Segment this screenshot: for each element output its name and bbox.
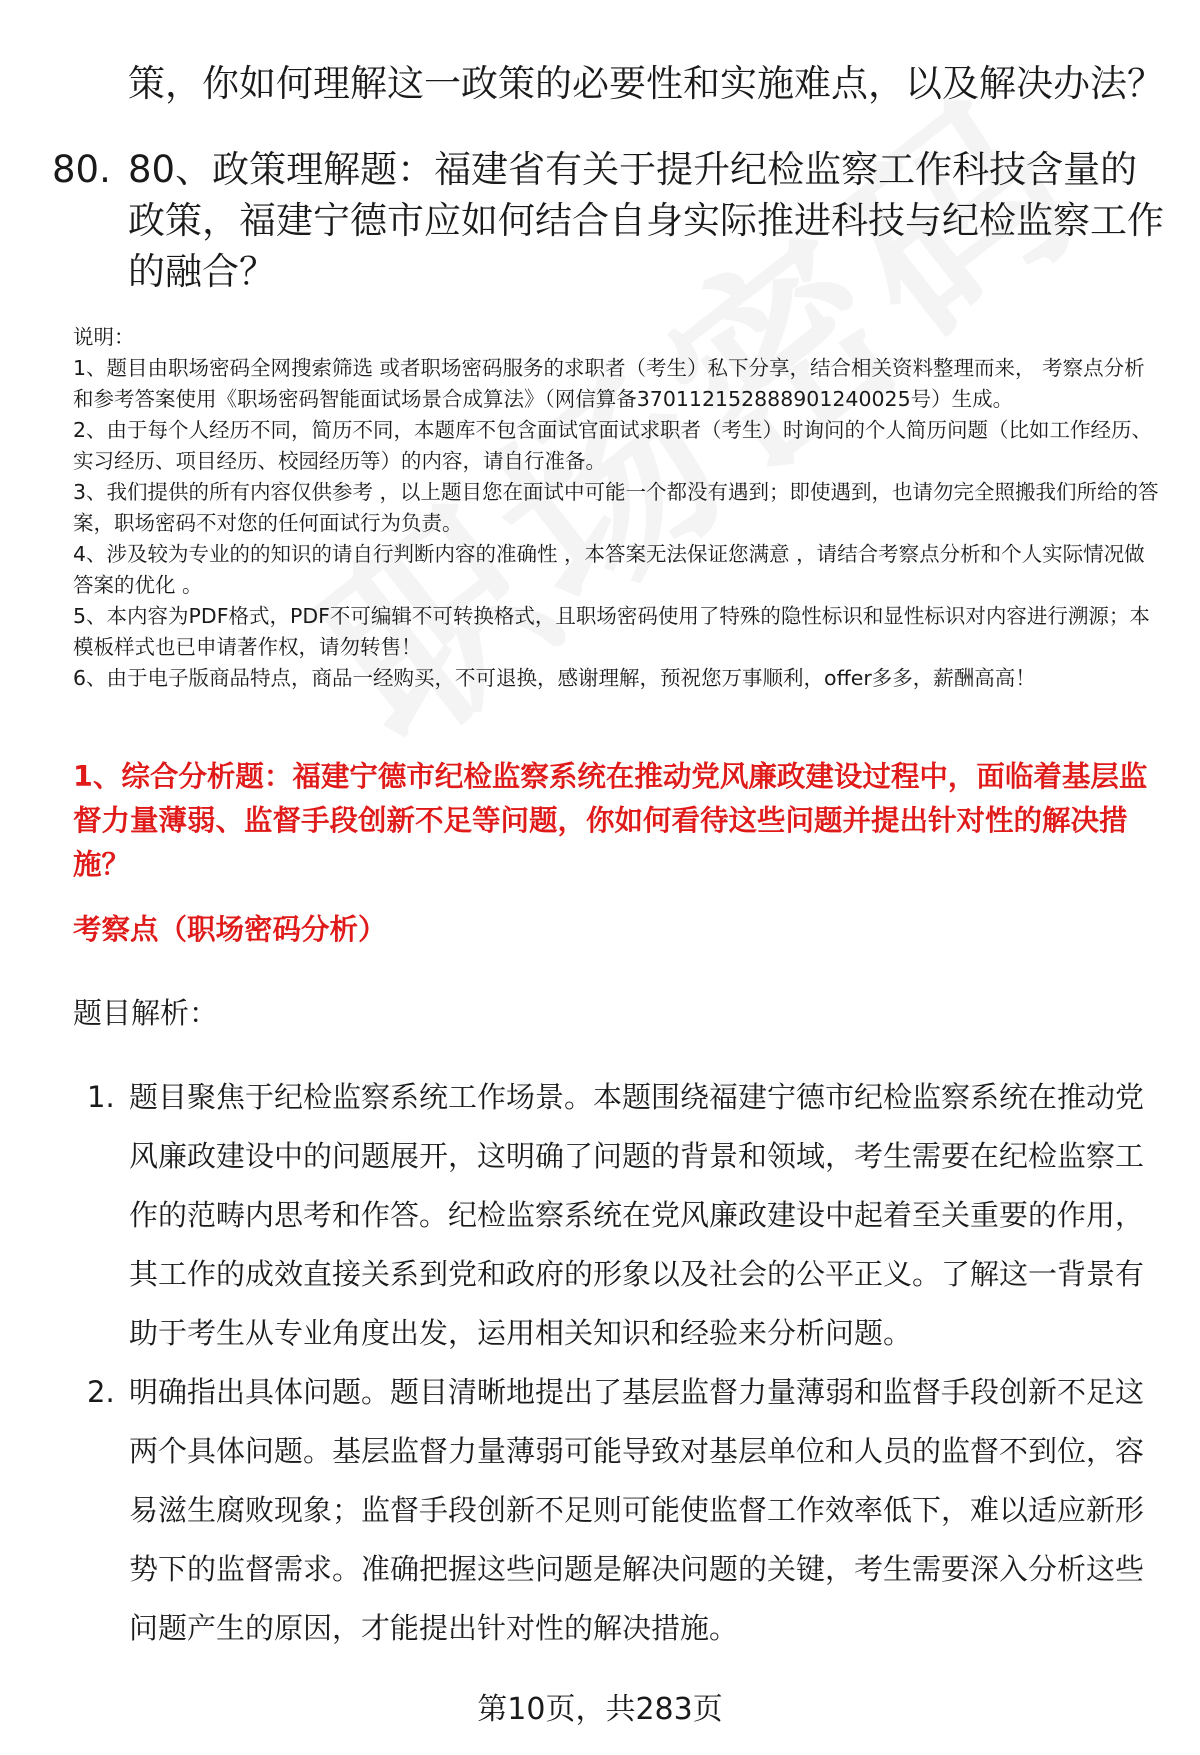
analysis-list bbox=[73, 1068, 1163, 1658]
question-80 bbox=[52, 144, 1172, 297]
note-item: 2、由于每个人经历不同，简历不同，本题库不包含面试官面试求职者（考生）时询问的个人简历问题（比如工作经历、实习经历、项目经历、校园经历等）的内容，请自行准备。 bbox=[73, 418, 1153, 473]
notes-heading: 说明： bbox=[73, 325, 135, 349]
note-item: 3、我们提供的所有内容仅供参考 ，以上题目您在面试中可能一个都没有遇到；即使遇到，也请勿完全照搬我们所给的答案，职场密码不对您的任何面试行为负责。 bbox=[73, 480, 1159, 535]
note-item: 4、涉及较为专业的的知识的请自行判断内容的准确性 ，本答案无法保证您满意 ，请结合考察点分析和个人实际情况做答案的优化 。 bbox=[73, 542, 1145, 597]
question-1-heading: 1、综合分析题：福建宁德市纪检监察系统在推动党风廉政建设过程中，面临着基层监督力量薄弱、监督手段创新不足等问题，你如何看待这些问题并提出针对性的解决措施？ bbox=[73, 760, 1148, 881]
note-item: 6、由于电子版商品特点，商品一经购买，不可退换，感谢理解，预祝您万事顺利，offer多多，薪酬高高！ bbox=[73, 666, 1036, 690]
question-80-text: 80、政策理解题：福建省有关于提升纪检监察工作科技含量的政策，福建宁德市应如何结合自身实际推进科技与纪检监察工作的融合？ bbox=[128, 148, 1164, 293]
note-item: 1、题目由职场密码全网搜索筛选 或者职场密码服务的求职者（考生）私下分享，结合相关资料整理而来， 考察点分析和参考答案使用《职场密码智能面试场景合成算法》（网信算备370112152888901240025号）生成。 bbox=[73, 356, 1145, 411]
question-80-number: 80. bbox=[52, 148, 111, 191]
analysis-item bbox=[73, 1363, 1163, 1658]
analysis-item-text: 题目聚焦于纪检监察系统工作场景。本题围绕福建宁德市纪检监察系统在推动党风廉政建设中的问题展开，这明确了问题的背景和领域，考生需要在纪检监察工作的范畴内思考和作答。纪检监察系统在党风廉政建设中起着至关重要的作用，其工作的成效直接关系到党和政府的形象以及社会的公平正义。了解这一背景有助于考生从专业角度出发，运用相关知识和经验来分析问题。 bbox=[129, 1080, 1145, 1350]
exam-point-label: 考察点（职场密码分析） bbox=[73, 913, 387, 946]
analysis-item-text: 明确指出具体问题。题目清晰地提出了基层监督力量薄弱和监督手段创新不足这两个具体问题。基层监督力量薄弱可能导致对基层单位和人员的监督不到位，容易滋生腐败现象；监督手段创新不足则可能使监督工作效率低下，难以适应新形势下的监督需求。准确把握这些问题是解决问题的关键，考生需要深入分析这些问题产生的原因，才能提出针对性的解决措施。 bbox=[129, 1375, 1145, 1645]
note-item: 5、本内容为PDF格式，PDF不可编辑不可转换格式，且职场密码使用了特殊的隐性标识和显性标识对内容进行溯源；本模板样式也已申请著作权，请勿转售！ bbox=[73, 604, 1150, 659]
page-footer: 第10页，共283页 bbox=[477, 1692, 723, 1727]
analysis-label: 题目解析： bbox=[73, 996, 219, 1030]
notes-section bbox=[73, 322, 1163, 694]
analysis-item-number: 1. bbox=[87, 1080, 115, 1114]
analysis-item bbox=[73, 1068, 1163, 1363]
analysis-item-number: 2. bbox=[87, 1375, 115, 1409]
question-continuation: 策，你如何理解这一政策的必要性和实施难点，以及解决办法？ bbox=[128, 62, 1164, 105]
